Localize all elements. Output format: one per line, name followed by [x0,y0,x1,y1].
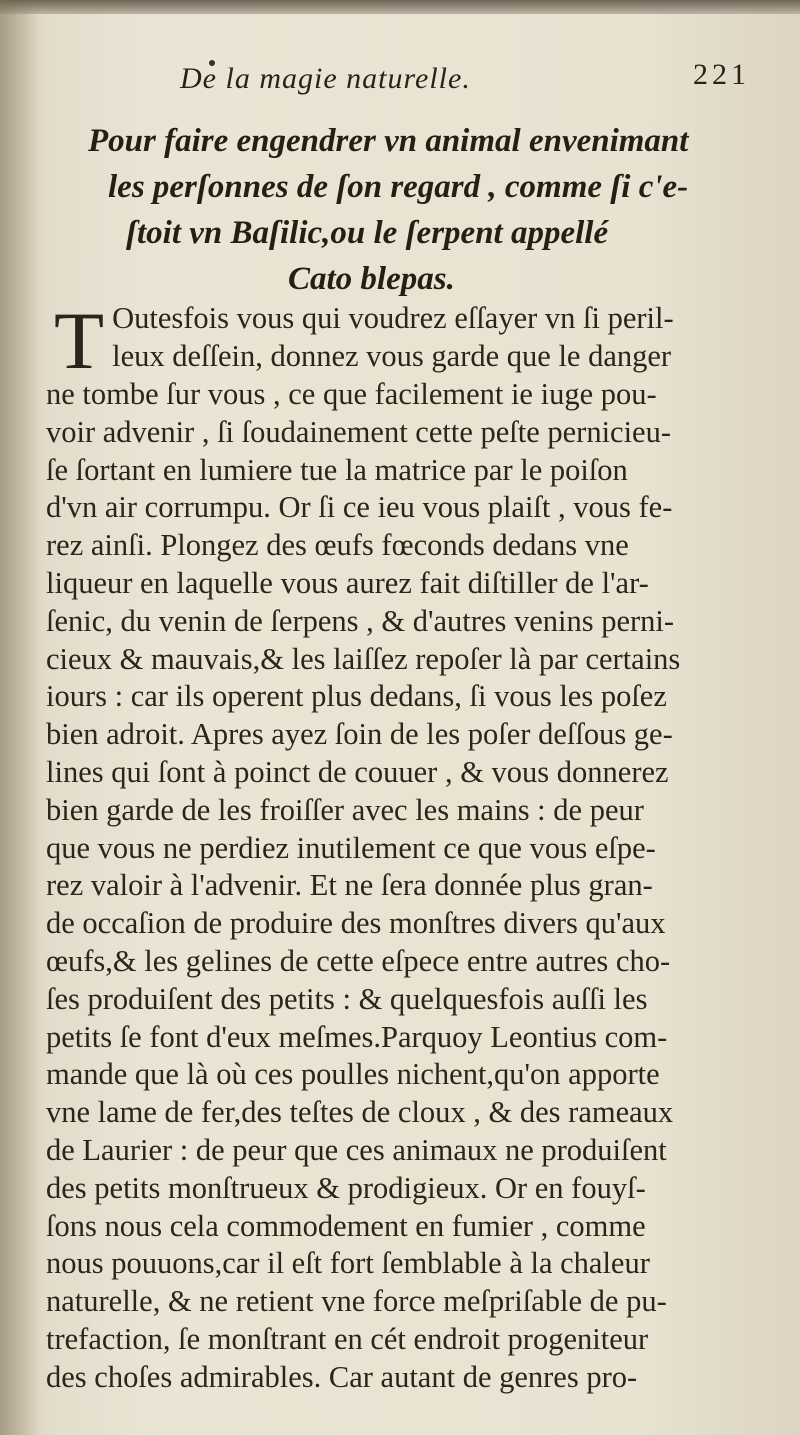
text-line: de occaſion de produire des monſtres divers qu'aux [46,906,666,941]
text-line: rez ainſi. Plongez des œufs fœconds dedans vne [46,528,629,563]
text-line: des petits monſtrueux & prodigieux. Or en fouyſ- [46,1170,646,1205]
text-line: rez valoir à l'advenir. Et ne ſera donnée plus gran- [46,868,653,903]
text-line: petits ſe font d'eux meſmes.Parquoy Leontius com- [46,1019,668,1054]
title-line: les perſonnes de ſon regard , comme ſi c'e- [108,169,689,205]
text-line: trefaction, ſe monſtrant en cét endroit progeniteur [46,1321,649,1356]
text-line: ſons nous cela commodement en fumier , comme [46,1208,646,1243]
text-line: nous pouuons,car il eſt fort ſemblable à la chaleur [46,1246,650,1281]
text-line: d'vn air corrumpu. Or ſi ce ieu vous plaiſt , vous fe- [46,490,673,525]
chapter-title [88,118,768,302]
text-line: œufs,& les gelines de cette eſpece entre autres cho- [46,943,671,978]
text-line: cieux & mauvais,& les laiſſez repoſer là par certains [46,641,681,676]
text-line: iours : car ils operent plus dedans, ſi vous les poſez [46,679,667,714]
drop-capital: T [54,295,105,386]
body-paragraph [46,295,766,1397]
text-line: bien garde de les froiſſer avec les mains : de peur [46,792,644,827]
title-line: Cato blepas. [288,261,455,297]
page-top-edge [0,0,800,14]
text-line: de Laurier : de peur que ces animaux ne produiſent [46,1132,667,1167]
running-head: De la magie naturelle. [180,62,471,95]
text-line: liqueur en laquelle vous aurez fait diſtiller de l'ar- [46,565,649,600]
binding-gutter-shadow [0,0,40,1435]
text-line: bien adroit. Apres ayez ſoin de les poſer deſſous ge- [46,717,673,752]
text-line: lines qui ſont à poinct de couuer , & vous donnerez [46,754,669,789]
page-number: 221 [693,58,750,91]
text-line: ſes produiſent des petits : & quelquesfois auſſi les [46,981,648,1016]
title-line: Pour faire engendrer vn animal envenimant [88,123,689,159]
text-line: vne lame de fer,des teſtes de cloux , & des rameaux [46,1095,674,1130]
text-line: ne tombe ſur vous , ce que facilement ie iuge pou- [46,377,657,411]
text-line: des choſes admirables. Car autant de genres pro- [46,1359,638,1394]
text-line: Outesfois vous qui voudrez eſſayer vn ſi peril- [112,301,674,335]
title-line: ſtoit vn Baſilic,ou le ſerpent appellé [126,215,609,251]
text-line: voir advenir , ſi ſoudainement cette peſte pernicieu- [46,414,671,449]
text-line: naturelle, & ne retient vne force meſpriſable de pu- [46,1284,667,1319]
text-line: ſe ſortant en lumiere tue la matrice par le poiſon [46,452,628,487]
text-line: ſenic, du venin de ſerpens , & d'autres venins perni- [46,603,675,638]
text-line: leux deſſein, donnez vous garde que le danger [112,338,672,373]
page-header [150,58,750,102]
text-line: mande que là où ces poulles nichent,qu'on apporte [46,1057,660,1092]
text-line: que vous ne perdiez inutilement ce que vous eſpe- [46,830,656,865]
